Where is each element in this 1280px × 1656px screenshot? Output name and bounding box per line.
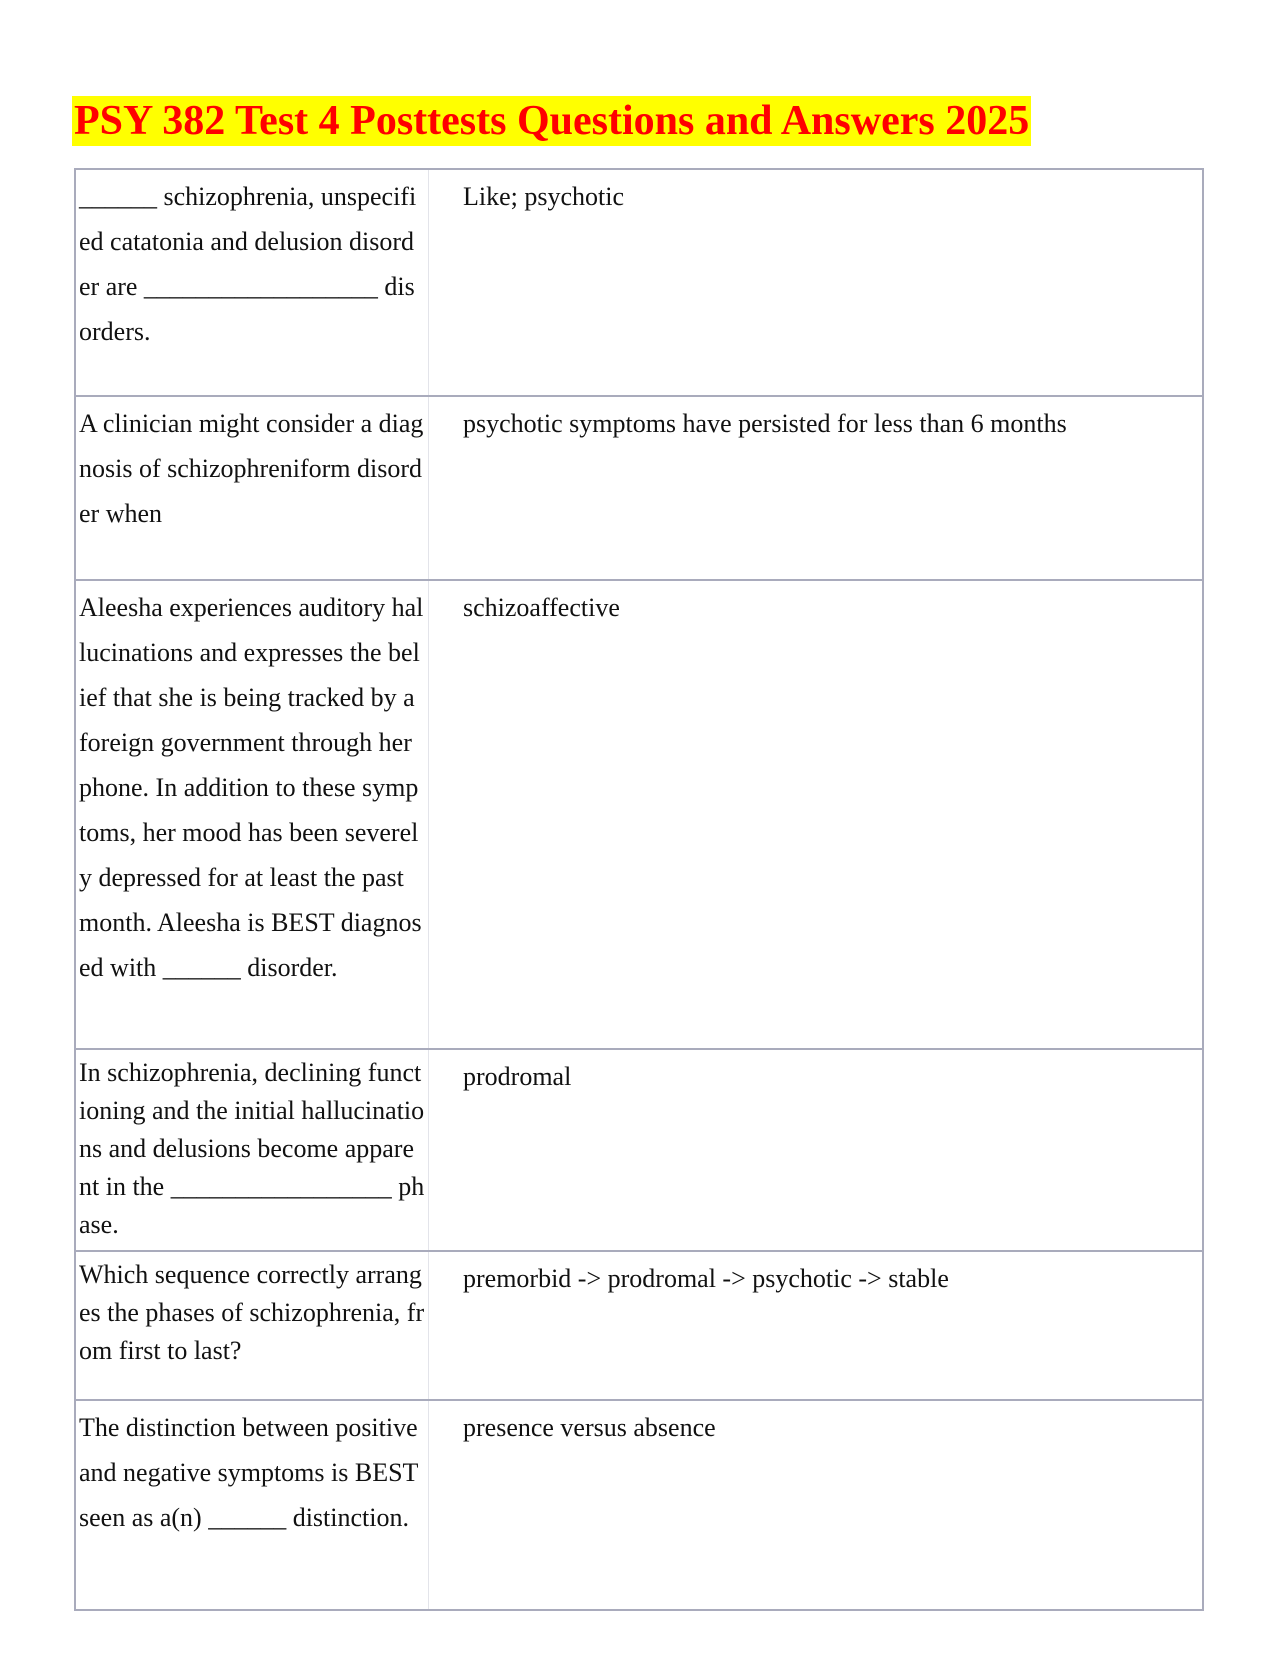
qa-row (75, 396, 1203, 580)
question-cell: A clinician might consider a diagnosis of schizophreniform disorder when (75, 396, 429, 580)
answer-cell: psychotic symptoms have persisted for less than 6 months (463, 409, 1067, 438)
answer-cell: premorbid -> prodromal -> psychotic -> stable (463, 1264, 949, 1293)
answer-cell: prodromal (463, 1062, 572, 1091)
qa-row (75, 1251, 1203, 1400)
question-cell: Which sequence correctly arranges the phases of schizophrenia, from first to last? (75, 1251, 429, 1400)
answer-cell: schizoaffective (463, 593, 620, 622)
qa-table (74, 168, 1204, 1611)
question-cell: Aleesha experiences auditory hallucinations and expresses the belief that she is being tracked by a foreign government through her phone. In addition to these symptoms, her mood has been severely depressed for at least the past month. Aleesha is BEST diagnosed with ______ disorder. (75, 580, 429, 1049)
question-cell: The distinction between positive and negative symptoms is BEST seen as a(n) ______ distinction. (75, 1400, 429, 1610)
qa-row (75, 1400, 1203, 1610)
answer-cell: Like; psychotic (463, 182, 625, 211)
question-cell: In schizophrenia, declining functioning and the initial hallucinations and delusions become apparent in the _________________ phase. (75, 1049, 429, 1251)
answer-cell: presence versus absence (463, 1413, 716, 1442)
qa-row (75, 580, 1203, 1049)
document-title: PSY 382 Test 4 Posttests Questions and Answers 2025 (74, 98, 1030, 144)
qa-row (75, 169, 1203, 396)
question-cell: ______ schizophrenia, unspecified catatonia and delusion disorder are __________________ disorders. (75, 169, 429, 396)
qa-row (75, 1049, 1203, 1251)
